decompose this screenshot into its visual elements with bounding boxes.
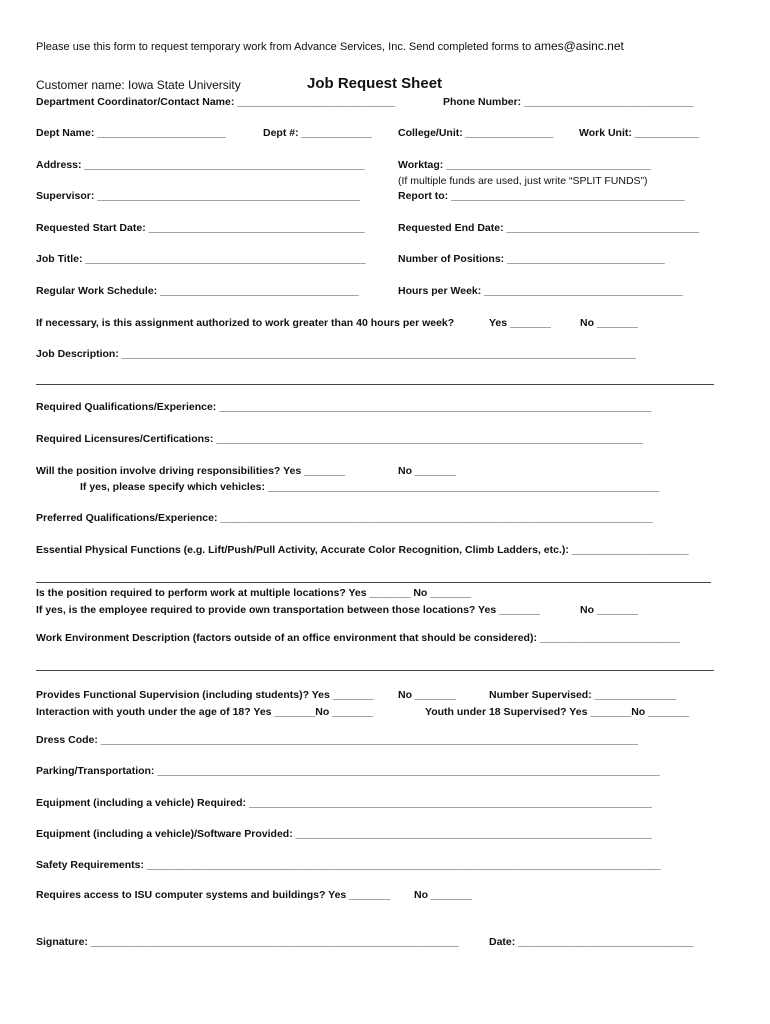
- own-transportation-field[interactable]: If yes, is the employee required to provide own transportation between those locations? Yes _______: [36, 604, 540, 616]
- driving-vehicles-field[interactable]: If yes, please specify which vehicles: ___________________________________________________________________: [80, 481, 660, 493]
- job-description-extra-line[interactable]: [36, 384, 714, 385]
- worktag-note: (If multiple funds are used, just write “SPLIT FUNDS”): [398, 175, 648, 187]
- email-link[interactable]: ames@asinc.net: [534, 39, 624, 53]
- over-40-hours-question: If necessary, is this assignment authorized to work greater than 40 hours per week?: [36, 317, 455, 329]
- youth-supervised-field[interactable]: Youth under 18 Supervised? Yes _______No _______: [425, 706, 689, 718]
- intro-instructions: Please use this form to request temporary work from Advance Services, Inc. Send completed forms to: [36, 41, 532, 53]
- functional-supervision-no-field[interactable]: No _______: [398, 689, 456, 701]
- over-40-yes-field[interactable]: Yes _______: [489, 317, 551, 329]
- requested-start-date-field[interactable]: Requested Start Date: _____________________________________: [36, 222, 365, 234]
- functional-supervision-field[interactable]: Provides Functional Supervision (including students)? Yes _______: [36, 689, 374, 701]
- supervisor-field[interactable]: Supervisor: _____________________________________________: [36, 190, 361, 202]
- worktag-field[interactable]: Worktag: ___________________________________: [398, 159, 651, 171]
- work-environment-field[interactable]: Work Environment Description (factors outside of an office environment that should be considered): ________________________: [36, 632, 681, 644]
- signature-field[interactable]: Signature: _______________________________________________________________: [36, 936, 459, 948]
- dress-code-field[interactable]: Dress Code: ____________________________________________________________________________________________: [36, 734, 639, 746]
- isu-access-field[interactable]: Requires access to ISU computer systems and buildings? Yes _______: [36, 889, 391, 901]
- number-supervised-field[interactable]: Number Supervised: ______________: [489, 689, 677, 701]
- college-unit-field[interactable]: College/Unit: _______________: [398, 127, 554, 139]
- intro-text: [36, 40, 624, 54]
- requested-end-date-field[interactable]: Requested End Date: _________________________________: [398, 222, 700, 234]
- required-licensures-field[interactable]: Required Licensures/Certifications: _________________________________________________________________________: [36, 433, 643, 445]
- physical-functions-field[interactable]: Essential Physical Functions (e.g. Lift/Push/Pull Activity, Accurate Color Recognition, Climb Ladders, etc.): ____________________: [36, 544, 689, 556]
- own-transportation-no-field[interactable]: No _______: [580, 604, 638, 616]
- customer-name: Customer name: Iowa State University: [36, 78, 241, 92]
- dept-name-field[interactable]: Dept Name: ______________________: [36, 127, 226, 139]
- equipment-provided-field[interactable]: Equipment (including a vehicle)/Software Provided: _____________________________________________________________: [36, 828, 652, 840]
- driving-no-field[interactable]: No _______: [398, 465, 456, 477]
- number-of-positions-field[interactable]: Number of Positions: ___________________________: [398, 253, 665, 265]
- job-description-field[interactable]: Job Description: ________________________________________________________________________________________: [36, 348, 636, 360]
- page-title: Job Request Sheet: [307, 75, 443, 92]
- over-40-no-field[interactable]: No _______: [580, 317, 638, 329]
- report-to-field[interactable]: Report to: ________________________________________: [398, 190, 685, 202]
- required-qualifications-field[interactable]: Required Qualifications/Experience: __________________________________________________________________________: [36, 401, 652, 413]
- date-field[interactable]: Date: ______________________________: [489, 936, 694, 948]
- work-unit-field[interactable]: Work Unit: ___________: [579, 127, 700, 139]
- work-environment-extra-line[interactable]: [36, 670, 714, 671]
- multiple-locations-field[interactable]: Is the position required to perform work at multiple locations? Yes _______ No _______: [36, 587, 472, 599]
- isu-access-no-field[interactable]: No _______: [414, 889, 472, 901]
- address-field[interactable]: Address: ________________________________________________: [36, 159, 365, 171]
- parking-transportation-field[interactable]: Parking/Transportation: ______________________________________________________________________________________: [36, 765, 660, 777]
- job-title-field[interactable]: Job Title: ________________________________________________: [36, 253, 366, 265]
- dept-coordinator-field[interactable]: Department Coordinator/Contact Name: ___________________________: [36, 96, 395, 108]
- equipment-required-field[interactable]: Equipment (including a vehicle) Required: _____________________________________________________________________: [36, 797, 652, 809]
- work-schedule-field[interactable]: Regular Work Schedule: __________________________________: [36, 285, 359, 297]
- preferred-qualifications-field[interactable]: Preferred Qualifications/Experience: __________________________________________________________________________: [36, 512, 653, 524]
- driving-question-field[interactable]: Will the position involve driving responsibilities? Yes _______: [36, 465, 345, 477]
- safety-requirements-field[interactable]: Safety Requirements: ________________________________________________________________________________________: [36, 859, 661, 871]
- dept-number-field[interactable]: Dept #: ____________: [263, 127, 372, 139]
- phone-number-field[interactable]: Phone Number: _____________________________: [443, 96, 694, 108]
- physical-functions-extra-line[interactable]: [36, 582, 711, 583]
- hours-per-week-field[interactable]: Hours per Week: __________________________________: [398, 285, 683, 297]
- youth-interaction-field[interactable]: Interaction with youth under the age of 18? Yes _______No _______: [36, 706, 374, 718]
